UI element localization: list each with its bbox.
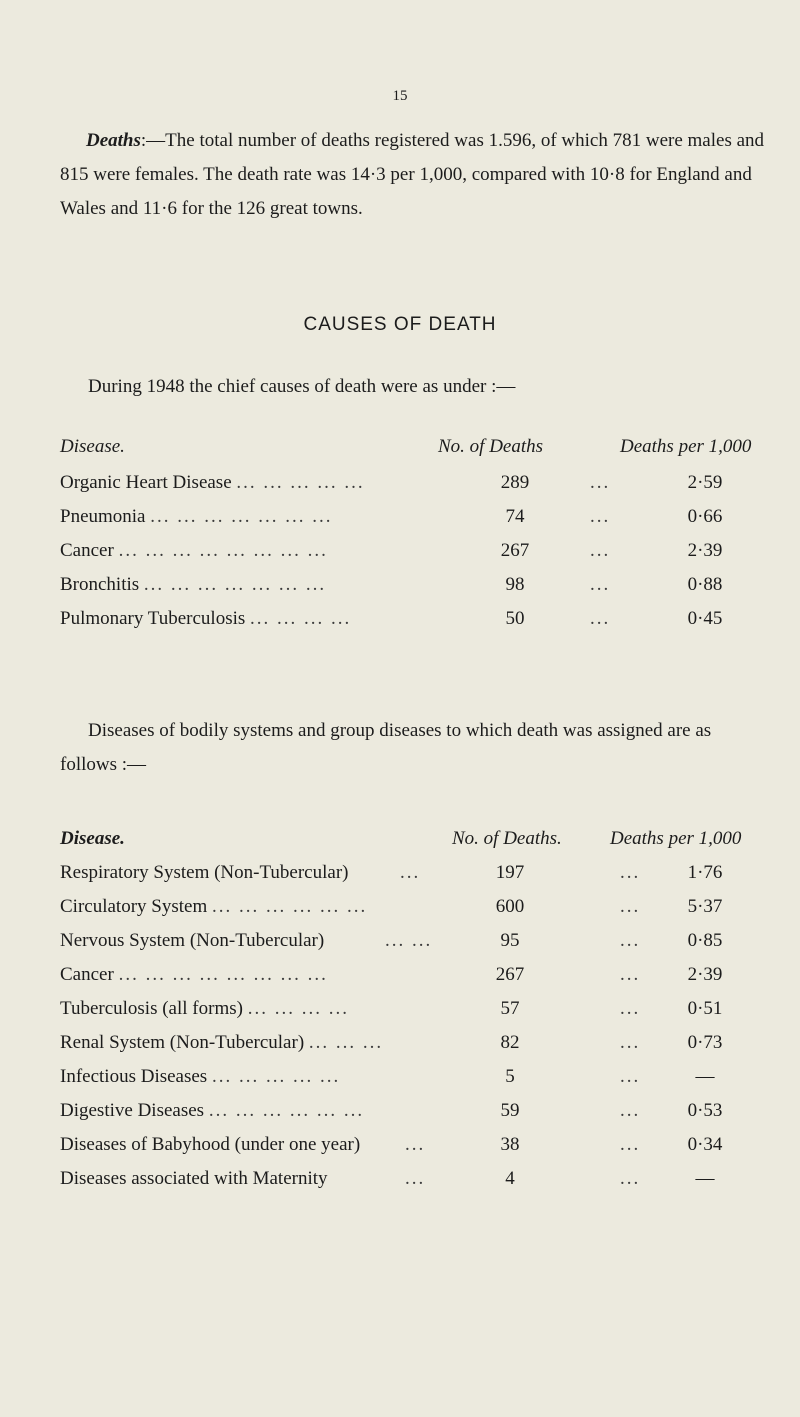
row-rate: 0·51	[687, 998, 723, 1019]
row-rate: —	[695, 1168, 715, 1189]
row-disease: Tuberculosis (all forms) ... ... ... ...	[60, 998, 349, 1019]
table1-header-disease: Disease.	[60, 436, 125, 457]
row-dots: ... ...	[385, 930, 433, 951]
row-dots: ...	[405, 1168, 426, 1189]
row-dots: ...	[405, 1134, 426, 1155]
row-separator: ...	[590, 574, 611, 595]
table2-row	[0, 1066, 800, 1100]
row-separator: ...	[620, 1168, 641, 1189]
row-disease: Digestive Diseases ... ... ... ... ... ...	[60, 1100, 365, 1121]
table2-row	[0, 862, 800, 896]
row-rate: 5·37	[687, 896, 723, 917]
row-disease: Diseases of Babyhood (under one year)	[60, 1134, 361, 1155]
table2-header-rate: Deaths per 1,000	[610, 828, 742, 849]
table1-row	[0, 540, 800, 574]
row-separator: ...	[620, 930, 641, 951]
row-deaths: 267	[500, 540, 530, 561]
causes-heading: CAUSES OF DEATH	[303, 314, 497, 335]
table2-row	[0, 1134, 800, 1168]
row-rate: 0·66	[687, 506, 723, 527]
row-rate: 0·73	[687, 1032, 723, 1053]
row-separator: ...	[620, 896, 641, 917]
row-deaths: 82	[500, 1032, 520, 1053]
row-separator: ...	[620, 1066, 641, 1087]
row-separator: ...	[590, 506, 611, 527]
row-deaths: 95	[500, 930, 520, 951]
row-separator: ...	[590, 608, 611, 629]
row-deaths: 5	[505, 1066, 515, 1087]
row-deaths: 38	[500, 1134, 520, 1155]
row-rate: 1·76	[687, 862, 723, 883]
table1-row	[0, 608, 800, 642]
table2-row	[0, 896, 800, 930]
table1-header-rate: Deaths per 1,000	[620, 436, 752, 457]
row-separator: ...	[620, 1100, 641, 1121]
row-disease: Infectious Diseases ... ... ... ... ...	[60, 1066, 341, 1087]
row-rate: 0·85	[687, 930, 723, 951]
row-disease: Diseases associated with Maternity	[60, 1168, 328, 1189]
table2-row	[0, 930, 800, 964]
table1-row	[0, 472, 800, 506]
row-deaths: 289	[500, 472, 530, 493]
deaths-text: :—The total number of deaths registered was 1.596, of which 781 were males and 815 were females. The death rate was 14·3 per 1,000, compared with 10·8 for England and Wales and 11·6 for the 126 great towns.	[60, 130, 765, 219]
page-number: 15	[392, 88, 408, 104]
row-disease: Respiratory System (Non-Tubercular)	[60, 862, 349, 883]
row-rate: 0·45	[687, 608, 723, 629]
table2-header-disease: Disease.	[60, 828, 125, 849]
row-rate: 0·34	[687, 1134, 723, 1155]
row-disease: Cancer ... ... ... ... ... ... ... ...	[60, 540, 328, 561]
table2-row	[0, 964, 800, 998]
table2-row	[0, 1032, 800, 1066]
row-rate: 0·88	[687, 574, 723, 595]
row-rate: 2·39	[687, 964, 723, 985]
deaths-lead: Deaths	[86, 130, 141, 151]
deaths-paragraph	[60, 124, 765, 226]
row-disease: Renal System (Non-Tubercular) ... ... ...	[60, 1032, 384, 1053]
table2-row	[0, 1100, 800, 1134]
row-separator: ...	[620, 1032, 641, 1053]
row-dots: ...	[400, 862, 421, 883]
row-disease: Bronchitis ... ... ... ... ... ... ...	[60, 574, 327, 595]
row-separator: ...	[590, 472, 611, 493]
row-rate: 2·39	[687, 540, 723, 561]
row-deaths: 4	[505, 1168, 515, 1189]
table2-header-deaths: No. of Deaths.	[452, 828, 562, 849]
row-deaths: 59	[500, 1100, 520, 1121]
table1-row	[0, 506, 800, 540]
table1-row	[0, 574, 800, 608]
row-deaths: 267	[495, 964, 525, 985]
row-disease: Circulatory System ... ... ... ... ... ...	[60, 896, 368, 917]
row-disease: Nervous System (Non-Tubercular)	[60, 930, 325, 951]
row-separator: ...	[620, 964, 641, 985]
row-separator: ...	[620, 862, 641, 883]
row-deaths: 74	[505, 506, 525, 527]
row-deaths: 197	[495, 862, 525, 883]
row-deaths: 600	[495, 896, 525, 917]
row-separator: ...	[620, 998, 641, 1019]
row-disease: Pneumonia ... ... ... ... ... ... ...	[60, 506, 333, 527]
row-separator: ...	[590, 540, 611, 561]
row-rate: —	[695, 1066, 715, 1087]
row-disease: Pulmonary Tuberculosis ... ... ... ...	[60, 608, 352, 629]
row-rate: 2·59	[687, 472, 723, 493]
table2-row	[0, 1168, 800, 1202]
causes-intro: During 1948 the chief causes of death were as under :—	[88, 376, 516, 397]
row-deaths: 57	[500, 998, 520, 1019]
systems-intro: Diseases of bodily systems and group diseases to which death was assigned are as follows :—	[60, 720, 712, 775]
row-rate: 0·53	[687, 1100, 723, 1121]
row-separator: ...	[620, 1134, 641, 1155]
row-disease: Cancer ... ... ... ... ... ... ... ...	[60, 964, 328, 985]
table2-row	[0, 998, 800, 1032]
table1-header-deaths: No. of Deaths	[438, 436, 544, 457]
row-disease: Organic Heart Disease ... ... ... ... ...	[60, 472, 365, 493]
row-deaths: 98	[505, 574, 525, 595]
row-deaths: 50	[505, 608, 525, 629]
